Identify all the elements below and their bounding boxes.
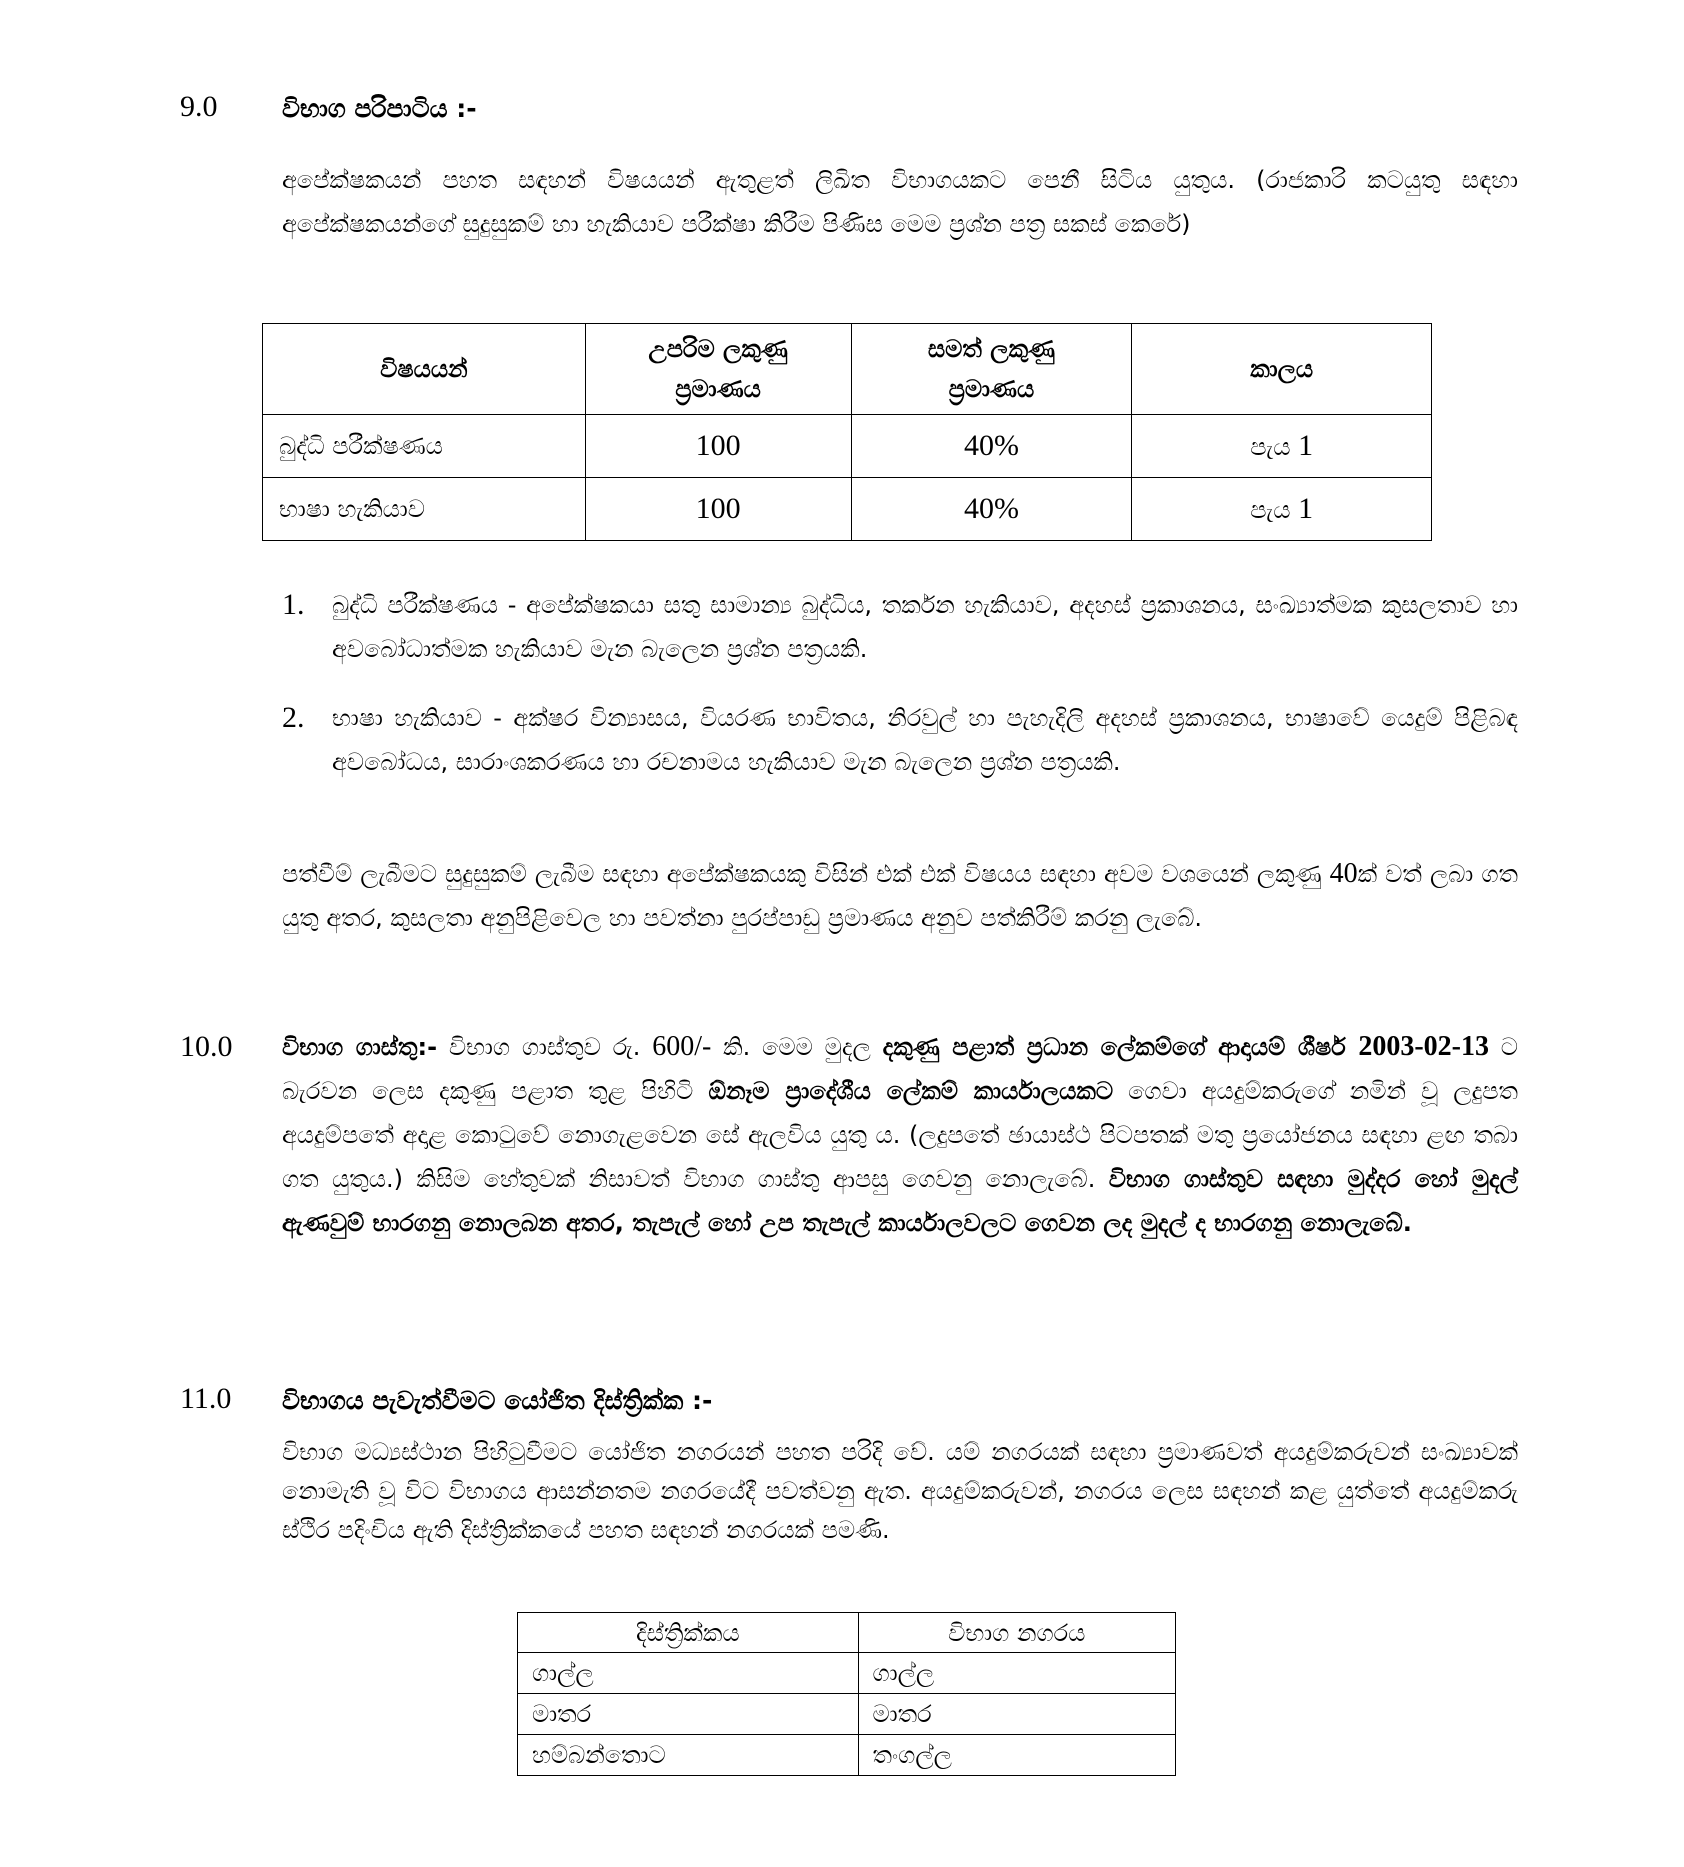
section-9-closing: පත්වීම් ලැබීමට සුදුසුකම් ලැබීම සඳහා අපේක්ෂකයකු විසින් එක් එක් විෂයය සඳහා අවම වශයෙන් ලකුණු 40ක් වත් ලබා ගත යුතු අතර, කුසලතා අනුපිළිවෙල හා පවත්නා පුරප්පාඩු ප්‍රමාණය අනුව පත්කිරීම් කරනු ලැබේ. (282, 858, 1518, 932)
section-9-number: 9.0 (180, 90, 218, 123)
cities-table (517, 1612, 1176, 1776)
section-11-body: විභාග මධ්‍යස්ථාන පිහිටුවීමට යෝජිත නගරයන් පහත පරිදි වේ. යම් නගරයක් සඳහා ප්‍රමාණවත් අයදුම්කරුවන් සංඛ්‍යාවක් නොමැති වූ විට විභාගය ආසන්නතම නගරයේදී පවත්වනු ඇත. අයදුම්කරුවන්, නගරය ලෙස සඳහන් කළ යුත්තේ අයදුම්කරු ස්ථිර පදිංචිය ඇති දිස්ත්‍රික්කයේ පහත සඳහන් නගරයක් පමණි. (282, 1438, 1518, 1544)
table-row (263, 478, 1432, 541)
header-district: දිස්ත්‍රික්කය (518, 1613, 859, 1653)
pass-marks: 40% (851, 415, 1132, 478)
section-10-body: විභාග ගාස්තු:- විභාග ගාස්තුව රු. 600/- කි. මෙම මුදල දකුණු පළාත් ප්‍රධාන ලේකම්ගේ ආදායම් ශීර්ෂ 2003-02-13 ට බැරවන ලෙස දකුණු පළාත තුළ පිහිටි ඕනෑම ප්‍රාදේශීය ලේකම් කාර්යාලයකට ගෙවා අයදුම්කරුගේ නමින් වූ ලදුපත අයදුම්පතේ අදාළ කොටුවේ නොගැළවෙන සේ ඇලවිය යුතු ය. (ලදුපතේ ඡායාස්ථ පිටපතක් මතු ප්‍රයෝජනය සඳහා ළඟ තබා ගත යුතුය.) කිසිම හේතුවක් නිසාවත් විභාග ගාස්තු ආපසු ගෙවනු නොලැබේ. විභාග ගාස්තුව සඳහා මුද්දර හෝ මුදල් ඇණවුම් භාරගනු නොලබන අතර, තැපැල් හෝ උප තැපැල් කාර්යාලවලට ගෙවන ලද මුදල් ද භාරගනු නොලැබේ. (282, 1031, 1519, 1237)
table-header-row (518, 1613, 1176, 1653)
max-marks: 100 (585, 478, 851, 541)
table-row (518, 1735, 1176, 1776)
header-max-marks: උපරිම ලකුණු ප්‍රමාණය (585, 324, 851, 415)
duration: පැය 1 (1132, 478, 1432, 541)
subject-name: භාෂා හැකියාව (263, 478, 586, 541)
header-exam-city: විභාග නගරය (858, 1613, 1175, 1653)
table-header-row (263, 324, 1432, 415)
section-11-number: 11.0 (180, 1382, 232, 1415)
section-10-title: විභාග ගාස්තු:- (282, 1033, 438, 1061)
table-row (518, 1694, 1176, 1735)
city-cell: මාතර (858, 1694, 1175, 1735)
district-cell: මාතර (518, 1694, 859, 1735)
list-item-text: භාෂා හැකියාව - අක්ෂර වින්‍යාසය, වියරණ භාවිතය, නිරවුල් හා පැහැදිලි අදහස් ප්‍රකාශනය, භාෂාවේ යෙදුම් පිළිබඳ අවබෝධය, සාරාංශකරණය හා රචනාමය හැකියාව මැන බැලෙන ප්‍රශ්න පත්‍රයකි. (332, 704, 1518, 776)
list-item (282, 696, 1518, 784)
list-item (282, 583, 1518, 671)
list-item-number: 1. (282, 588, 305, 621)
header-subjects: විෂයයන් (263, 324, 586, 415)
subjects-table (262, 323, 1432, 541)
section-10-number: 10.0 (180, 1030, 233, 1063)
pass-marks: 40% (851, 478, 1132, 541)
district-cell: ගාල්ල (518, 1653, 859, 1694)
city-cell: ගාල්ල (858, 1653, 1175, 1694)
table-row (518, 1653, 1176, 1694)
header-pass-marks: සමත් ලකුණු ප්‍රමාණය (851, 324, 1132, 415)
table-row (263, 415, 1432, 478)
max-marks: 100 (585, 415, 851, 478)
section-11-title: විභාගය පැවැත්වීමට යෝජිත දිස්ත්‍රික්ක :- (282, 1386, 713, 1415)
list-item-number: 2. (282, 701, 305, 734)
district-cell: හම්බන්තොට (518, 1735, 859, 1776)
city-cell: තංගල්ල (858, 1735, 1175, 1776)
list-item-text: බුද්ධි පරීක්ෂණය - අපේක්ෂකයා සතු සාමාන්‍ය බුද්ධිය, තර්කන හැකියාව, අදහස් ප්‍රකාශනය, සංඛ්‍යාත්මක කුසලතාව හා අවබෝධාත්මක හැකියාව මැන බැලෙන ප්‍රශ්න පත්‍රයකි. (332, 591, 1518, 663)
section-9-title: විභාග පරිපාටිය :- (282, 94, 477, 123)
header-duration: කාලය (1132, 324, 1432, 415)
subject-name: බුද්ධි පරීක්ෂණය (263, 415, 586, 478)
section-9-intro: අපේක්ෂකයන් පහත සඳහන් විෂයයන් ඇතුළත් ලිඛිත විභාගයකට පෙනී සිටිය යුතුය. (රාජකාරි කටයුතු සඳහා අපේක්ෂකයන්ගේ සුදුසුකම් හා හැකියාව පරීක්ෂා කිරීම පිණිස මෙම ප්‍රශ්න පත්‍ර සකස් කෙරේ) (282, 166, 1518, 238)
duration: පැය 1 (1132, 415, 1432, 478)
